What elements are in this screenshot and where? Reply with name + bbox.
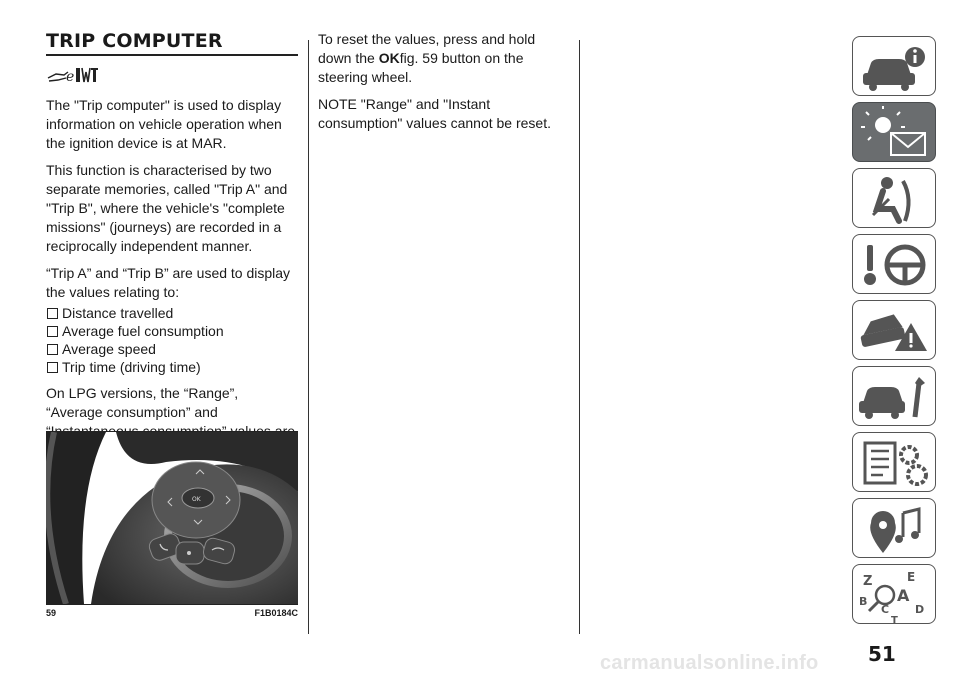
figure-number: 59 [46,608,57,618]
list-item: Trip time (driving time) [46,358,298,376]
lpg-paragraph: On LPG versions, the “Range”, “Average consumption” and [46,385,239,420]
page-number: 51 [868,642,896,666]
technical-data-tab[interactable] [852,432,936,492]
seat-person-icon [853,169,937,229]
location-music-icon [853,499,937,559]
svg-text:C: C [881,603,890,616]
svg-text:A: A [897,586,910,605]
figure-caption [46,608,298,618]
trip-values-list [46,304,298,376]
svg-text:D: D [915,603,925,616]
list-item: Average fuel consumption [46,322,298,340]
key-steering-wheel-icon [853,235,937,295]
index-tab[interactable] [852,564,936,624]
list-item: Distance travelled [46,304,298,322]
right-column [318,30,570,141]
emergency-tab[interactable] [852,300,936,360]
chapter-navigation [852,36,938,630]
ok-key-label: OK [378,50,400,66]
ok-button-label: OK [192,496,201,503]
memories-paragraph: This function is characterised by two separate memories, called "Trip A" and "Trip B", where the vehicle's "complete missions" (journeys) are recorded in a reciprocally independent manner. [46,162,288,254]
steering-wheel-figure [46,432,298,604]
maintenance-tab[interactable] [852,366,936,426]
watermark: carmanualsonline.info [600,652,819,674]
vehicle-info-tab[interactable] [852,36,936,96]
info-hand-icon [46,64,298,86]
svg-text:Z: Z [863,574,873,589]
section-title: TRIP COMPUTER [46,30,298,56]
svg-text:T: T [891,615,898,625]
lights-messages-tab[interactable] [852,102,936,162]
svg-text:e: e [66,69,75,85]
car-wrench-icon [853,367,937,427]
multimedia-tab[interactable] [852,498,936,558]
left-column [46,30,298,468]
car-info-icon [853,37,937,97]
car-warning-triangle-icon [853,301,937,361]
reset-paragraph: To reset the values, press and hold down the OKfig. 59 button on the steering wheel. [318,31,536,85]
svg-text:E: E [907,570,916,584]
intro-paragraph: The "Trip computer" is used to display information on vehicle operation when the ignition device is at MAR. [46,97,282,151]
alphabet-magnifier-icon [853,565,937,625]
column-divider [579,40,580,634]
figure-bottom-rule [46,604,298,605]
list-item: Average speed [46,340,298,358]
warning-light-envelope-icon [853,103,937,163]
column-divider [308,40,309,634]
svg-text:B: B [859,595,868,608]
figure-code: F1B0184C [254,608,298,618]
driving-tab[interactable] [852,234,936,294]
list-gears-icon [853,433,937,493]
trip-values-paragraph: “Trip A” and “Trip B” are used to display the values relating to: [46,265,291,300]
note-paragraph: NOTE "Range" and "Instant consumption" values cannot be reset. [318,96,551,131]
safety-tab[interactable] [852,168,936,228]
